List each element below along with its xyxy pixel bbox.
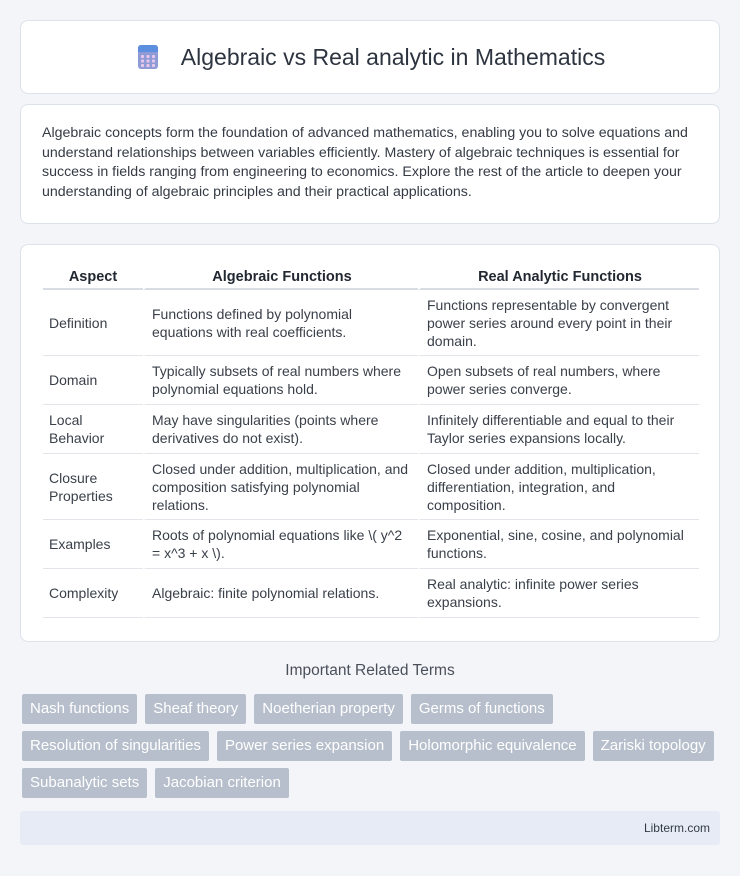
header-algebraic: Algebraic Functions (143, 265, 418, 290)
cell-real-analytic: Open subsets of real numbers, where power series converge. (418, 356, 699, 405)
related-term-tag[interactable]: Germs of functions (411, 694, 553, 724)
table-row (43, 405, 699, 454)
related-term-tag[interactable]: Sheaf theory (145, 694, 246, 724)
page-title: Algebraic vs Real analytic in Mathematics (180, 43, 606, 70)
cell-real-analytic: Functions representable by convergent power series around every point in their domain. (418, 290, 699, 356)
related-term-tag[interactable]: Zariski topology (593, 731, 714, 761)
table-row (43, 454, 699, 520)
related-term-tag[interactable]: Power series expansion (217, 731, 392, 761)
cell-real-analytic: Infinitely differentiable and equal to their Taylor series expansions locally. (418, 405, 699, 454)
table-row (43, 520, 699, 569)
header-real-analytic: Real Analytic Functions (418, 265, 699, 290)
cell-aspect: Complexity (43, 569, 143, 618)
table-row (43, 356, 699, 405)
cell-algebraic: Algebraic: finite polynomial relations. (143, 569, 418, 618)
footer-site-link[interactable]: Libterm.com (643, 821, 710, 835)
cell-algebraic: May have singularities (points where derivatives do not exist). (143, 405, 418, 454)
cell-aspect: Local Behavior (43, 405, 143, 454)
related-term-tag[interactable]: Holomorphic equivalence (400, 731, 584, 761)
table-row (43, 290, 699, 356)
related-term-tag[interactable]: Resolution of singularities (22, 731, 209, 761)
comparison-table (43, 265, 699, 618)
intro-paragraph: Algebraic concepts form the foundation of advanced mathematics, enabling you to solve equations and understand relationships between variables efficiently. Mastery of algebraic techniques is essential for success in fields ranging from engineering to economics. Explore the rest of the article to deepen your understanding of algebraic principles and their practical applications. (42, 125, 688, 200)
intro-card (20, 104, 720, 224)
cell-aspect: Domain (43, 356, 143, 405)
related-terms-title: Important Related Terms (285, 662, 455, 679)
cell-aspect: Examples (43, 520, 143, 569)
related-term-tag[interactable]: Jacobian criterion (155, 768, 289, 798)
cell-algebraic: Typically subsets of real numbers where polynomial equations hold. (143, 356, 418, 405)
cell-real-analytic: Real analytic: infinite power series expansions. (418, 569, 699, 618)
related-terms-list (22, 694, 722, 798)
comparison-card (20, 244, 720, 642)
header-aspect: Aspect (43, 265, 143, 290)
cell-algebraic: Roots of polynomial equations like \( y^2 = x^3 + x \). (143, 520, 418, 569)
related-term-tag[interactable]: Noetherian property (254, 694, 403, 724)
cell-real-analytic: Closed under addition, multiplication, differentiation, integration, and composition. (418, 454, 699, 520)
table-row (43, 569, 699, 618)
related-term-tag[interactable]: Subanalytic sets (22, 768, 147, 798)
table-header-row (43, 265, 699, 290)
cell-aspect: Closure Properties (43, 454, 143, 520)
cell-real-analytic: Exponential, sine, cosine, and polynomial functions. (418, 520, 699, 569)
related-term-tag[interactable]: Nash functions (22, 694, 137, 724)
cell-aspect: Definition (43, 290, 143, 356)
footer (20, 811, 720, 845)
header-card (20, 20, 720, 94)
calculator-icon (135, 44, 161, 70)
cell-algebraic: Closed under addition, multiplication, and composition satisfying polynomial relations. (143, 454, 418, 520)
cell-algebraic: Functions defined by polynomial equations with real coefficients. (143, 290, 418, 356)
